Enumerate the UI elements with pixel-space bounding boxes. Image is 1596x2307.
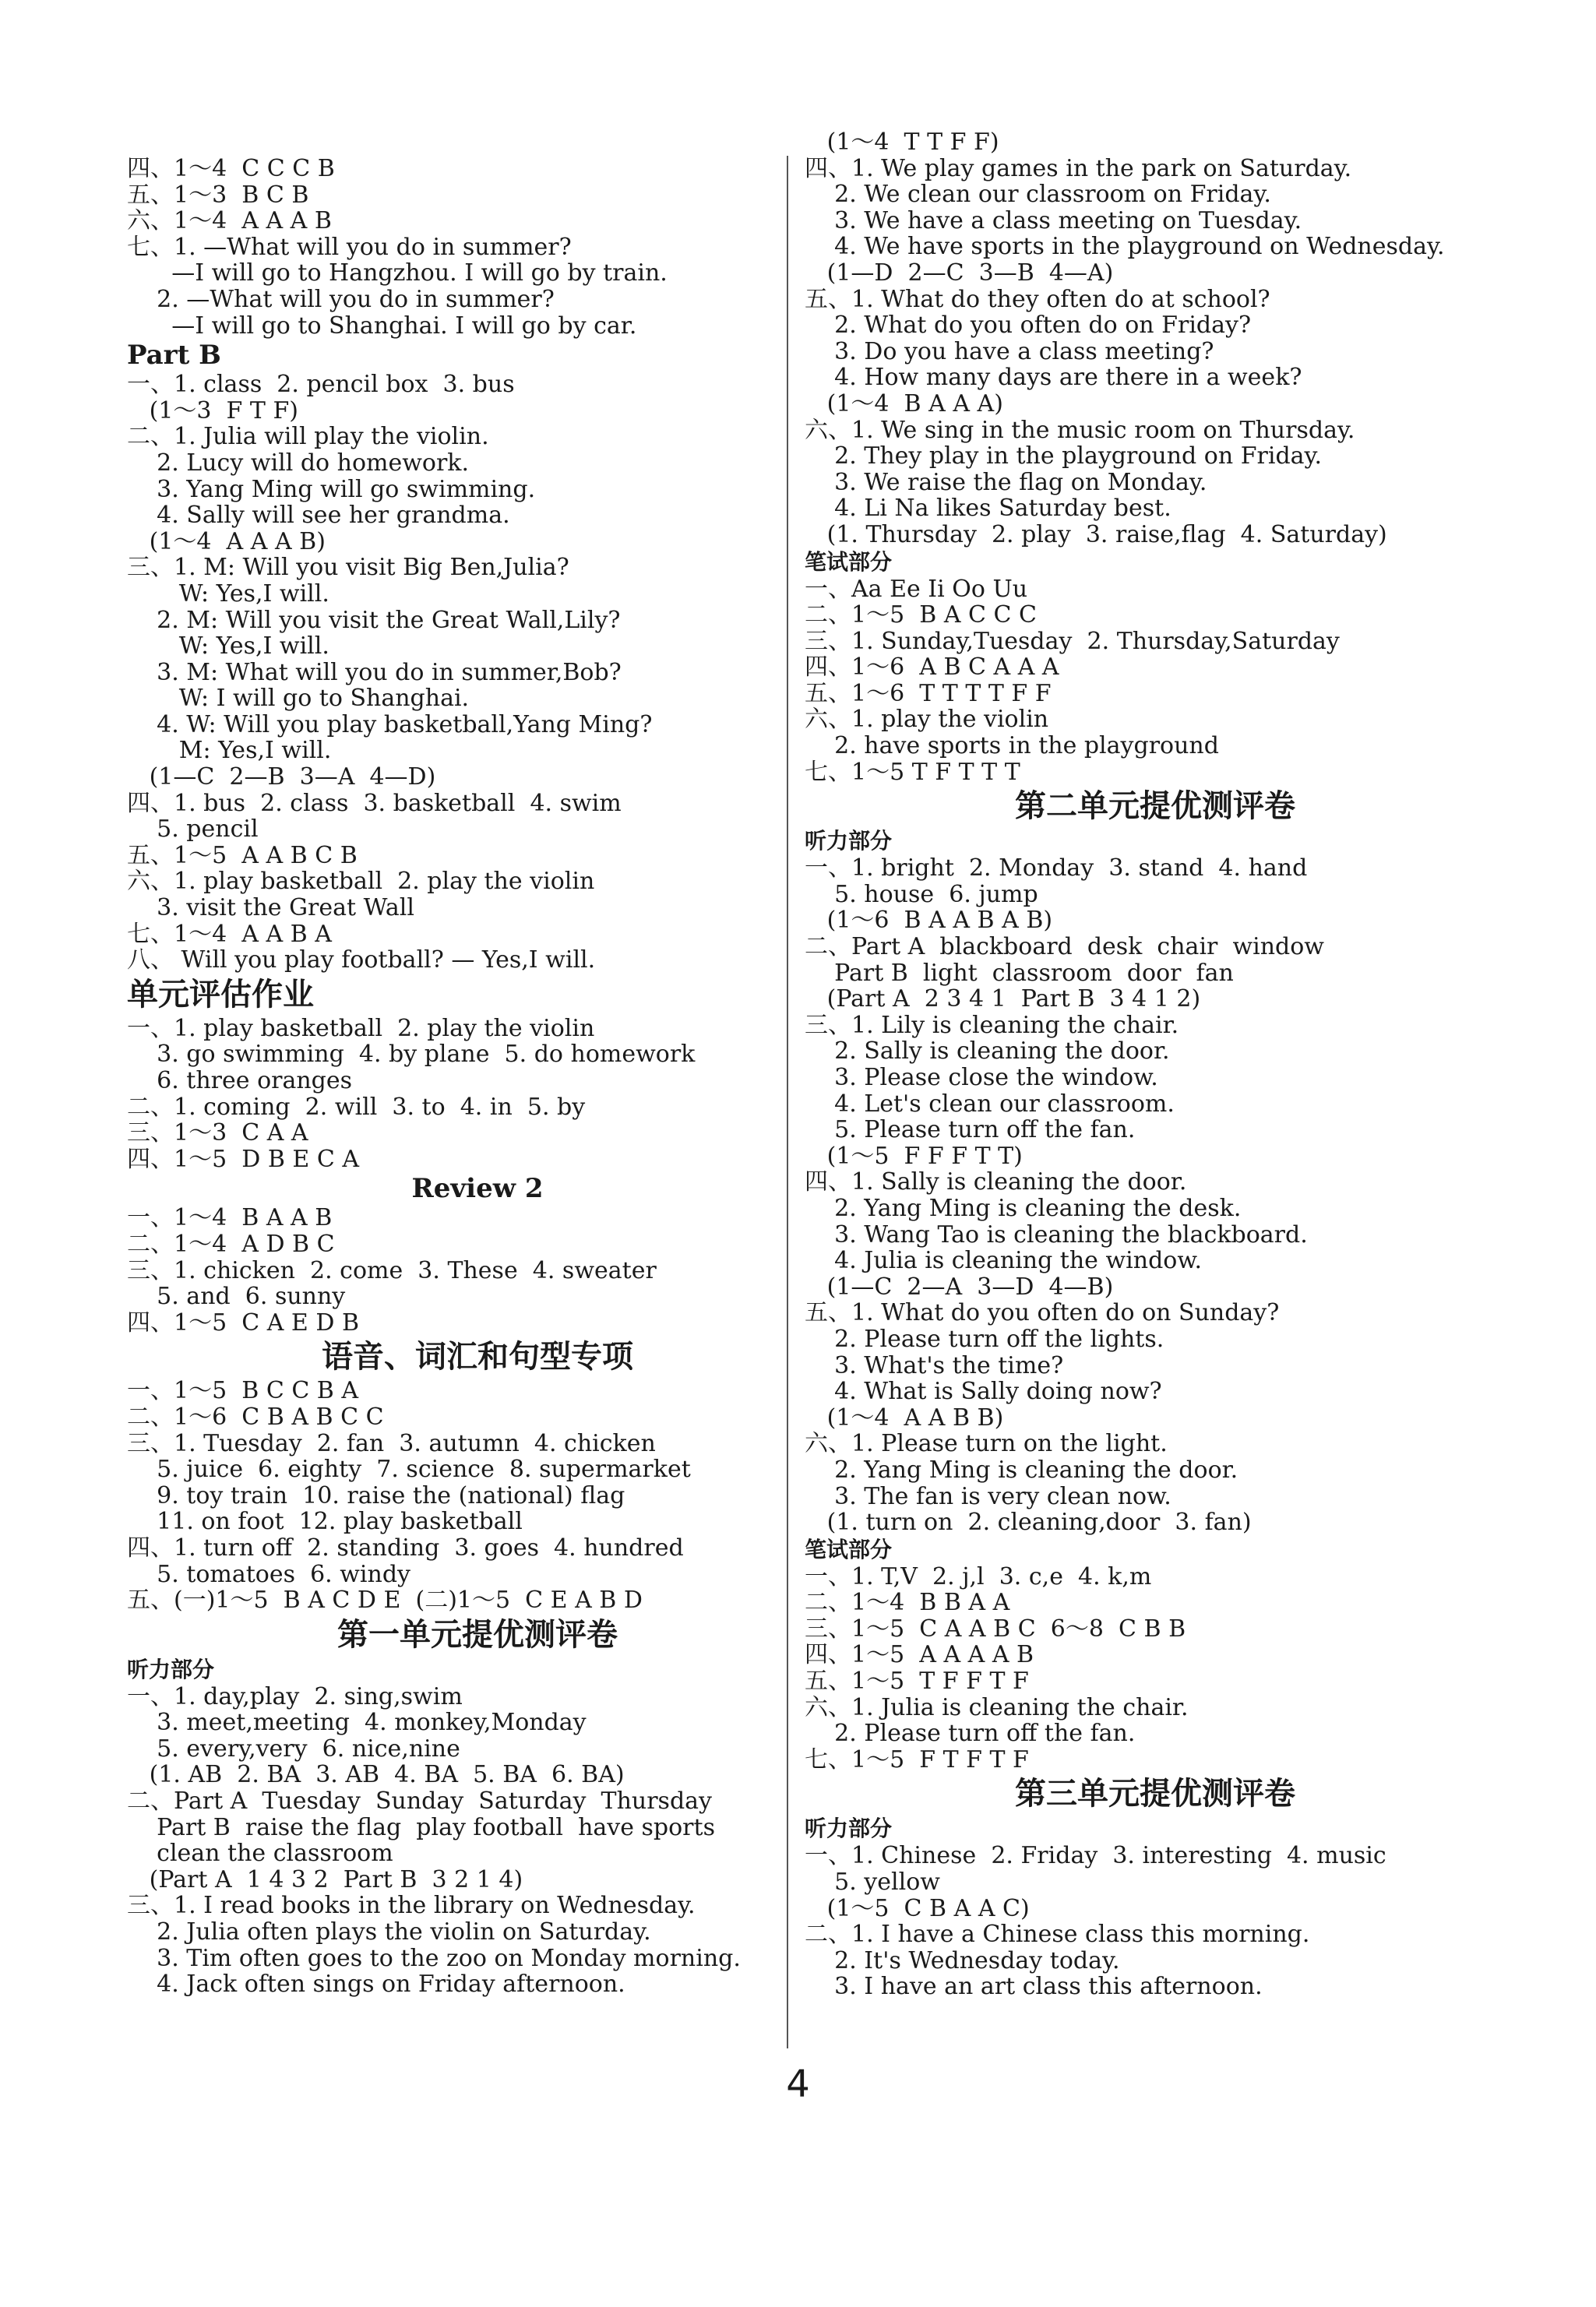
answer-line: 3. Please close the window.	[805, 1064, 1158, 1091]
answer-line: 4. W: Will you play basketball,Yang Ming?	[127, 710, 653, 738]
answer-line: 5. yellow	[805, 1868, 940, 1897]
answer-line: 5. Please turn off the fan.	[805, 1116, 1136, 1144]
answer-line: (1～4 A A A B)	[127, 527, 326, 555]
answer-line: 二、1～6 C B A B C C	[127, 1403, 384, 1431]
answer-line: 3. Do you have a class meeting?	[805, 337, 1214, 365]
answer-line: 4. What is Sally doing now?	[805, 1378, 1162, 1406]
answer-line: 2. What do you often do on Friday?	[805, 312, 1252, 340]
answer-line: 5. every,very 6. nice,nine	[127, 1735, 460, 1763]
answer-line: 八、 Will you play football? — Yes,I will.	[127, 946, 596, 974]
answer-line: 2. It's Wednesday today.	[805, 1946, 1120, 1974]
answer-line: (1—C 2—B 3—A 4—D)	[127, 763, 436, 791]
answer-line: 二、1. coming 2. will 3. to 4. in 5. by	[127, 1093, 586, 1121]
subsection-heading: 听力部分	[805, 1816, 893, 1842]
answer-line: 4. Let's clean our classroom.	[805, 1090, 1175, 1118]
answer-line: 5. tomatoes 6. windy	[127, 1560, 410, 1588]
answer-line: 6. three oranges	[127, 1067, 353, 1094]
answer-line: 五、(一)1～5 B A C D E (二)1～5 C E A B D	[127, 1587, 643, 1615]
answer-line: 2. Please turn off the lights.	[805, 1325, 1164, 1353]
answer-line: 3. go swimming 4. by plane 5. do homework	[127, 1041, 696, 1069]
answer-line: 3. What's the time?	[805, 1351, 1064, 1379]
subsection-heading: 听力部分	[127, 1656, 215, 1682]
answer-line: 2. Please turn off the fan.	[805, 1720, 1136, 1748]
section-heading: 第三单元提优测评卷	[1015, 1775, 1295, 1812]
answer-line: 七、1～5 T F T T T	[805, 758, 1020, 786]
answer-line: 三、1. I read books in the library on Wednesday.	[127, 1892, 696, 1920]
answer-line: clean the classroom	[127, 1840, 393, 1868]
column-divider	[787, 156, 788, 2048]
answer-line: 3. M: What will you do in summer,Bob?	[127, 658, 622, 686]
answer-line: 四、1～5 D B E C A	[127, 1145, 360, 1173]
answer-line: 3. Yang Ming will go swimming.	[127, 475, 536, 503]
answer-line: 五、1～5 T F F T F	[805, 1668, 1029, 1696]
answer-line: Part B raise the flag play football have sports	[127, 1813, 715, 1841]
answer-line: 五、1～6 T T T T F F	[805, 679, 1052, 707]
answer-line: (1—D 2—C 3—B 4—A)	[805, 259, 1114, 287]
answer-line: —I will go to Shanghai. I will go by car.	[127, 312, 637, 340]
answer-line: (1. turn on 2. cleaning,door 3. fan)	[805, 1509, 1252, 1537]
answer-line: Part B light classroom door fan	[805, 959, 1234, 987]
answer-line: 5. juice 6. eighty 7. science 8. supermarket	[127, 1456, 691, 1484]
answer-line: 2. Lucy will do homework.	[127, 449, 470, 477]
answer-line: (1. Thursday 2. play 3. raise,flag 4. Saturday)	[805, 520, 1387, 548]
answer-line: 四、1. Sally is cleaning the door.	[805, 1168, 1187, 1196]
answer-line: 三、1. chicken 2. come 3. These 4. sweater	[127, 1256, 657, 1284]
answer-line: M: Yes,I will.	[127, 737, 332, 765]
answer-line: 二、1～5 B A C C C	[805, 601, 1037, 629]
answer-line: W: Yes,I will.	[127, 579, 329, 608]
answer-line: 2. —What will you do in summer?	[127, 285, 555, 313]
section-heading: 单元评估作业	[127, 975, 314, 1013]
answer-line: 四、1～4 C C C B	[127, 155, 335, 182]
answer-line: 11. on foot 12. play basketball	[127, 1508, 523, 1536]
answer-line: 六、1. Please turn on the light.	[805, 1430, 1168, 1458]
answer-line: (1～5 F F F T T)	[805, 1142, 1023, 1170]
answer-line: 2. We clean our classroom on Friday.	[805, 181, 1271, 209]
answer-line: 3. We raise the flag on Monday.	[805, 468, 1207, 496]
answer-line: 2. Sally is cleaning the door.	[805, 1037, 1170, 1065]
answer-line: 二、Part A blackboard desk chair window	[805, 933, 1324, 961]
answer-line: (1～6 B A A B A B)	[805, 907, 1053, 935]
answer-line: 六、1～4 A A A B	[127, 207, 332, 235]
answer-line: 2. have sports in the playground	[805, 732, 1219, 760]
answer-line: 五、1. What do you often do on Sunday?	[805, 1299, 1280, 1327]
answer-line: (Part A 2 3 4 1 Part B 3 4 1 2)	[805, 985, 1201, 1013]
answer-line: 5. pencil	[127, 815, 259, 844]
answer-line: 3. The fan is very clean now.	[805, 1482, 1171, 1510]
answer-line: 5. and 6. sunny	[127, 1283, 346, 1311]
answer-line: 六、1. play basketball 2. play the violin	[127, 868, 595, 896]
answer-line: (1～4 T T F F)	[805, 129, 999, 156]
section-heading: 语音、词汇和句型专项	[322, 1338, 633, 1375]
section-heading: 第二单元提优测评卷	[1015, 787, 1295, 825]
answer-line: 五、1～5 A A B C B	[127, 841, 358, 869]
answer-line: 四、1～5 A A A A B	[805, 1641, 1034, 1669]
answer-line: 六、1. play the violin	[805, 706, 1049, 734]
answer-line: 4. Julia is cleaning the window.	[805, 1247, 1202, 1275]
answer-line: 五、1. What do they often do at school?	[805, 285, 1270, 313]
answer-line: 一、1. Chinese 2. Friday 3. interesting 4. music	[805, 1842, 1386, 1870]
answer-line: (1～4 B A A A)	[805, 389, 1003, 417]
answer-line: (1～3 F T F)	[127, 396, 298, 424]
subsection-heading: 笔试部分	[805, 1536, 893, 1562]
answer-line: 4. Li Na likes Saturday best.	[805, 495, 1171, 523]
answer-line: 4. Sally will see her grandma.	[127, 502, 510, 530]
answer-line: 一、1. class 2. pencil box 3. bus	[127, 371, 515, 399]
answer-line: 3. Wang Tao is cleaning the blackboard.	[805, 1220, 1308, 1249]
answer-line: 2. They play in the playground on Friday.	[805, 442, 1323, 470]
answer-line: 三、1～5 C A A B C 6～8 C B B	[805, 1615, 1186, 1643]
answer-line: 9. toy train 10. raise the (national) flag	[127, 1481, 625, 1509]
answer-line: 六、1. Julia is cleaning the chair.	[805, 1693, 1189, 1721]
answer-line: (1～5 C B A A C)	[805, 1894, 1030, 1922]
answer-line: 3. Tim often goes to the zoo on Monday morning.	[127, 1944, 741, 1972]
answer-line: 三、1. Sunday,Tuesday 2. Thursday,Saturday	[805, 627, 1340, 655]
answer-line: (Part A 1 4 3 2 Part B 3 2 1 4)	[127, 1865, 523, 1893]
section-heading: Part B	[127, 340, 221, 372]
answer-line: W: I will go to Shanghai.	[127, 685, 470, 713]
answer-line: 3. I have an art class this afternoon.	[805, 1973, 1263, 2001]
answer-line: 三、1～3 C A A	[127, 1119, 308, 1147]
answer-line: 一、Aa Ee Ii Oo Uu	[805, 575, 1028, 603]
answer-line: 2. Yang Ming is cleaning the desk.	[805, 1194, 1242, 1222]
answer-line: 4. How many days are there in a week?	[805, 364, 1302, 392]
right-column	[805, 129, 1506, 2000]
answer-line: —I will go to Hangzhou. I will go by train.	[127, 259, 668, 287]
answer-line: 七、1～4 A A B A	[127, 920, 332, 948]
answer-line: 二、Part A Tuesday Sunday Saturday Thursday	[127, 1787, 712, 1816]
subsection-heading: 笔试部分	[805, 548, 893, 575]
left-column	[127, 156, 828, 1998]
answer-line: 七、1～5 F T F T F	[805, 1745, 1029, 1773]
answer-line: 四、1～6 A B C A A A	[805, 653, 1059, 682]
answer-line: (1—C 2—A 3—D 4—B)	[805, 1273, 1114, 1301]
answer-line: 四、1. We play games in the park on Saturday.	[805, 154, 1352, 182]
answer-line: 五、1～3 B C B	[127, 181, 309, 209]
answer-line: 二、1～4 B B A A	[805, 1589, 1010, 1617]
answer-line: 一、1～5 B C C B A	[127, 1377, 359, 1405]
section-heading: Review 2	[411, 1173, 544, 1205]
page-number: 4	[786, 2062, 810, 2106]
answer-line: 一、1. bright 2. Monday 3. stand 4. hand	[805, 854, 1308, 882]
answer-line: 4. Jack often sings on Friday afternoon.	[127, 1971, 625, 1999]
answer-line: 二、1～4 A D B C	[127, 1230, 335, 1258]
answer-line: 七、1. —What will you do in summer?	[127, 233, 572, 261]
answer-line: 四、1～5 C A E D B	[127, 1308, 360, 1337]
answer-line: 二、1. Julia will play the violin.	[127, 423, 489, 451]
answer-line: 一、1～4 B A A B	[127, 1204, 333, 1232]
answer-line: 4. We have sports in the playground on Wednesday.	[805, 233, 1445, 261]
answer-line: 四、1. bus 2. class 3. basketball 4. swim	[127, 789, 622, 817]
answer-line: 二、1. I have a Chinese class this morning.	[805, 1921, 1310, 1949]
answer-line: 一、1. day,play 2. sing,swim	[127, 1682, 463, 1710]
answer-line: 三、1. Tuesday 2. fan 3. autumn 4. chicken	[127, 1429, 656, 1457]
answer-line: 2. Yang Ming is cleaning the door.	[805, 1456, 1238, 1484]
subsection-heading: 听力部分	[805, 828, 893, 854]
answer-line: 一、1. T,V 2. j,l 3. c,e 4. k,m	[805, 1562, 1152, 1590]
answer-line: W: Yes,I will.	[127, 632, 329, 660]
section-heading: 第一单元提优测评卷	[337, 1615, 618, 1653]
answer-line: 一、1. play basketball 2. play the violin	[127, 1014, 595, 1042]
answer-line: 3. visit the Great Wall	[127, 894, 414, 922]
answer-line: 2. Julia often plays the violin on Saturday.	[127, 1918, 651, 1946]
answer-line: 三、1. Lily is cleaning the chair.	[805, 1011, 1179, 1039]
answer-line: (1. AB 2. BA 3. AB 4. BA 5. BA 6. BA)	[127, 1761, 625, 1789]
answer-line: 三、1. M: Will you visit Big Ben,Julia?	[127, 554, 569, 582]
answer-line: (1～4 A A B B)	[805, 1404, 1004, 1432]
answer-line: 3. We have a class meeting on Tuesday.	[805, 206, 1302, 234]
answer-line: 六、1. We sing in the music room on Thursday.	[805, 416, 1355, 444]
answer-line: 3. meet,meeting 4. monkey,Monday	[127, 1709, 587, 1737]
answer-line: 2. M: Will you visit the Great Wall,Lily?	[127, 606, 621, 634]
answer-line: 四、1. turn off 2. standing 3. goes 4. hundred	[127, 1534, 684, 1562]
answer-line: 5. house 6. jump	[805, 880, 1038, 908]
